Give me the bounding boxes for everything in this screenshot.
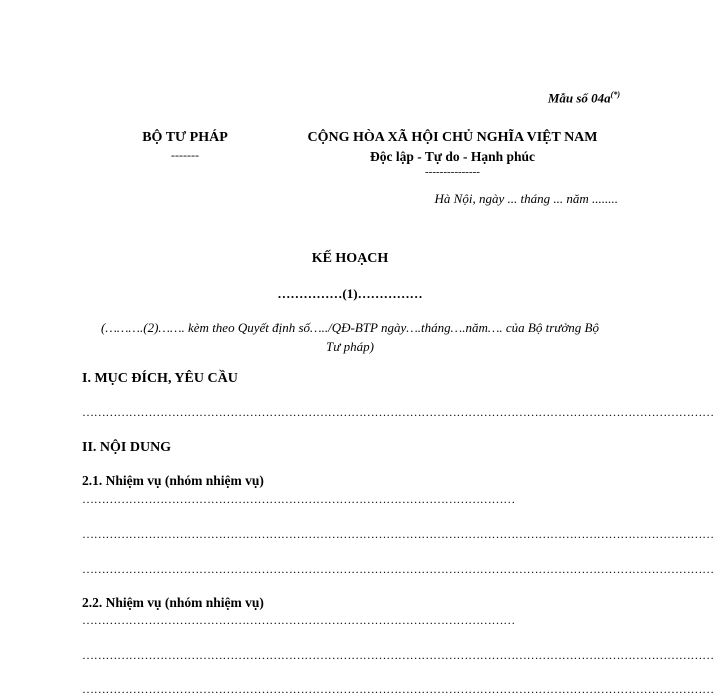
section-2-2-fill-line: ………………………………………………………………………………………………………………………………………………: [82, 648, 714, 662]
form-code: [548, 90, 620, 106]
agency-name: BỘ TƯ PHÁP: [142, 130, 228, 145]
section-2-heading: II. NỘI DUNG: [82, 440, 172, 455]
document-subtitle: (……….(2)……. kèm theo Quyết định số…../QĐ-BTP ngày….tháng….năm…. của Bộ trưởng Bộ Tư pháp): [100, 320, 599, 354]
agency-underline: -------: [171, 148, 199, 162]
form-code-mark: (*): [610, 90, 620, 99]
section-2-2-heading: 2.2. Nhiệm vụ (nhóm nhiệm vụ): [82, 595, 264, 610]
document-title: KẾ HOẠCH: [311, 251, 389, 266]
national-title: CỘNG HÒA XÃ HỘI CHỦ NGHĨA VIỆT NAM: [307, 130, 598, 145]
place-date: Hà Nội, ngày ... tháng ... năm ........: [434, 191, 618, 206]
section-2-1-fill-line: ………………………………………………………………………………………………………………………………………………: [82, 527, 714, 541]
section-2-1-heading: 2.1. Nhiệm vụ (nhóm nhiệm vụ): [82, 473, 264, 488]
section-2-2-fill-line: …………………………………………………………………………………………………: [82, 613, 515, 627]
section-2-1-fill-line: …………………………………………………………………………………………………: [82, 492, 515, 506]
motto-underline: ---------------: [425, 166, 480, 178]
document-name-line: ……………(1)……………: [277, 286, 423, 301]
national-motto: Độc lập - Tự do - Hạnh phúc: [369, 149, 536, 164]
section-2-2-fill-line: ………………………………………………………………………………………………………………………………………………: [82, 682, 714, 696]
section-1-heading: I. MỤC ĐÍCH, YÊU CẦU: [82, 371, 238, 386]
section-1-fill-line: ………………………………………………………………………………………………………………………………………………: [82, 405, 714, 419]
form-code-text: Mẫu số 04a: [547, 90, 611, 106]
section-2-1-fill-line: ………………………………………………………………………………………………………………………………………………: [82, 562, 714, 576]
